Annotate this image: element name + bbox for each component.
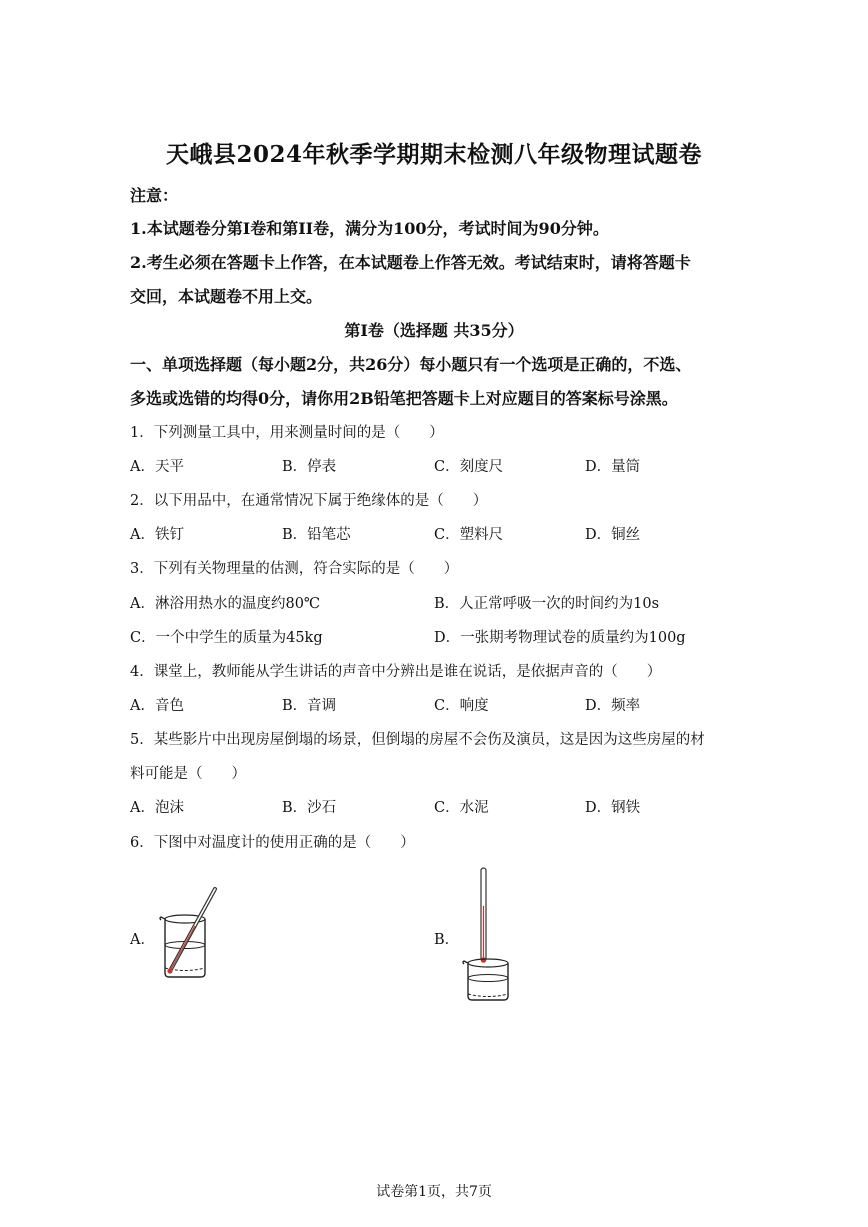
- question-5-option-b: B．沙石: [282, 800, 337, 816]
- thermometer-figure-b: [458, 866, 528, 1006]
- question-1-option-b: B．停表: [282, 459, 337, 475]
- question-5-stem-line-1: 5．某些影片中出现房屋倒塌的场景，但倒塌的房屋不会伤及演员，这是因为这些房屋的材: [130, 732, 705, 748]
- page-title: 天峨县2024年秋季学期期末检测八年级物理试题卷: [165, 141, 702, 168]
- question-5-option-c: C．水泥: [434, 800, 489, 816]
- question-5-stem-line-2: 料可能是（ ）: [130, 766, 246, 782]
- question-6-option-b: B．: [434, 932, 460, 948]
- question-2-option-b: B．铅笔芯: [282, 527, 351, 543]
- question-4-option-a: A．音色: [130, 698, 184, 714]
- thermometer-figure-a: [155, 885, 225, 980]
- question-3-option-d: D．一张期考物理试卷的质量约为100g: [434, 630, 686, 646]
- question-4-option-d: D．频率: [585, 698, 641, 714]
- notice-label: 注意：: [130, 186, 179, 205]
- part1-instruction-1: 一、单项选择题（每小题2分，共26分）每小题只有一个选项是正确的，不选、: [130, 355, 692, 374]
- question-5-option-d: D．钢铁: [585, 800, 641, 816]
- question-3-option-c: C．一个中学生的质量为45kg: [130, 630, 323, 646]
- question-1-option-a: A．天平: [130, 459, 184, 475]
- question-3-option-b: B．人正常呼吸一次的时间约为10s: [434, 596, 660, 612]
- notice-line-2b: 交回，本试题卷不用上交。: [130, 287, 323, 306]
- question-4-option-b: B．音调: [282, 698, 337, 714]
- part1-instruction-2: 多选或选错的均得0分，请你用2B铅笔把答题卡上对应题目的答案标号涂黑。: [130, 389, 678, 408]
- notice-line-2a: 2.考生必须在答题卡上作答，在本试题卷上作答无效。考试结束时，请将答题卡: [130, 253, 691, 272]
- question-1-option-d: D．量筒: [585, 459, 641, 475]
- question-2-option-c: C．塑料尺: [434, 527, 504, 543]
- question-2-stem: 2．以下用品中，在通常情况下属于绝缘体的是（ ）: [130, 493, 488, 509]
- question-3-option-a: A．淋浴用热水的温度约80℃: [130, 596, 321, 612]
- page-footer: 试卷第1页，共7页: [376, 1184, 492, 1200]
- question-4-option-c: C．响度: [434, 698, 489, 714]
- question-6-option-a: A．: [130, 932, 155, 948]
- question-5-option-a: A．泡沫: [130, 800, 184, 816]
- question-4-stem: 4．课堂上，教师能从学生讲话的声音中分辨出是谁在说话，是依据声音的（ ）: [130, 664, 662, 680]
- question-2-option-d: D．铜丝: [585, 527, 641, 543]
- section-title: 第I卷（选择题 共35分）: [344, 321, 524, 340]
- question-6-stem: 6．下图中对温度计的使用正确的是（ ）: [130, 835, 415, 851]
- question-3-stem: 3．下列有关物理量的估测，符合实际的是（ ）: [130, 561, 459, 577]
- question-2-option-a: A．铁钉: [130, 527, 184, 543]
- question-1-stem: 1．下列测量工具中，用来测量时间的是（ ）: [130, 425, 444, 441]
- question-1-option-c: C．刻度尺: [434, 459, 504, 475]
- notice-line-1: 1.本试题卷分第I卷和第II卷，满分为100分，考试时间为90分钟。: [130, 219, 609, 238]
